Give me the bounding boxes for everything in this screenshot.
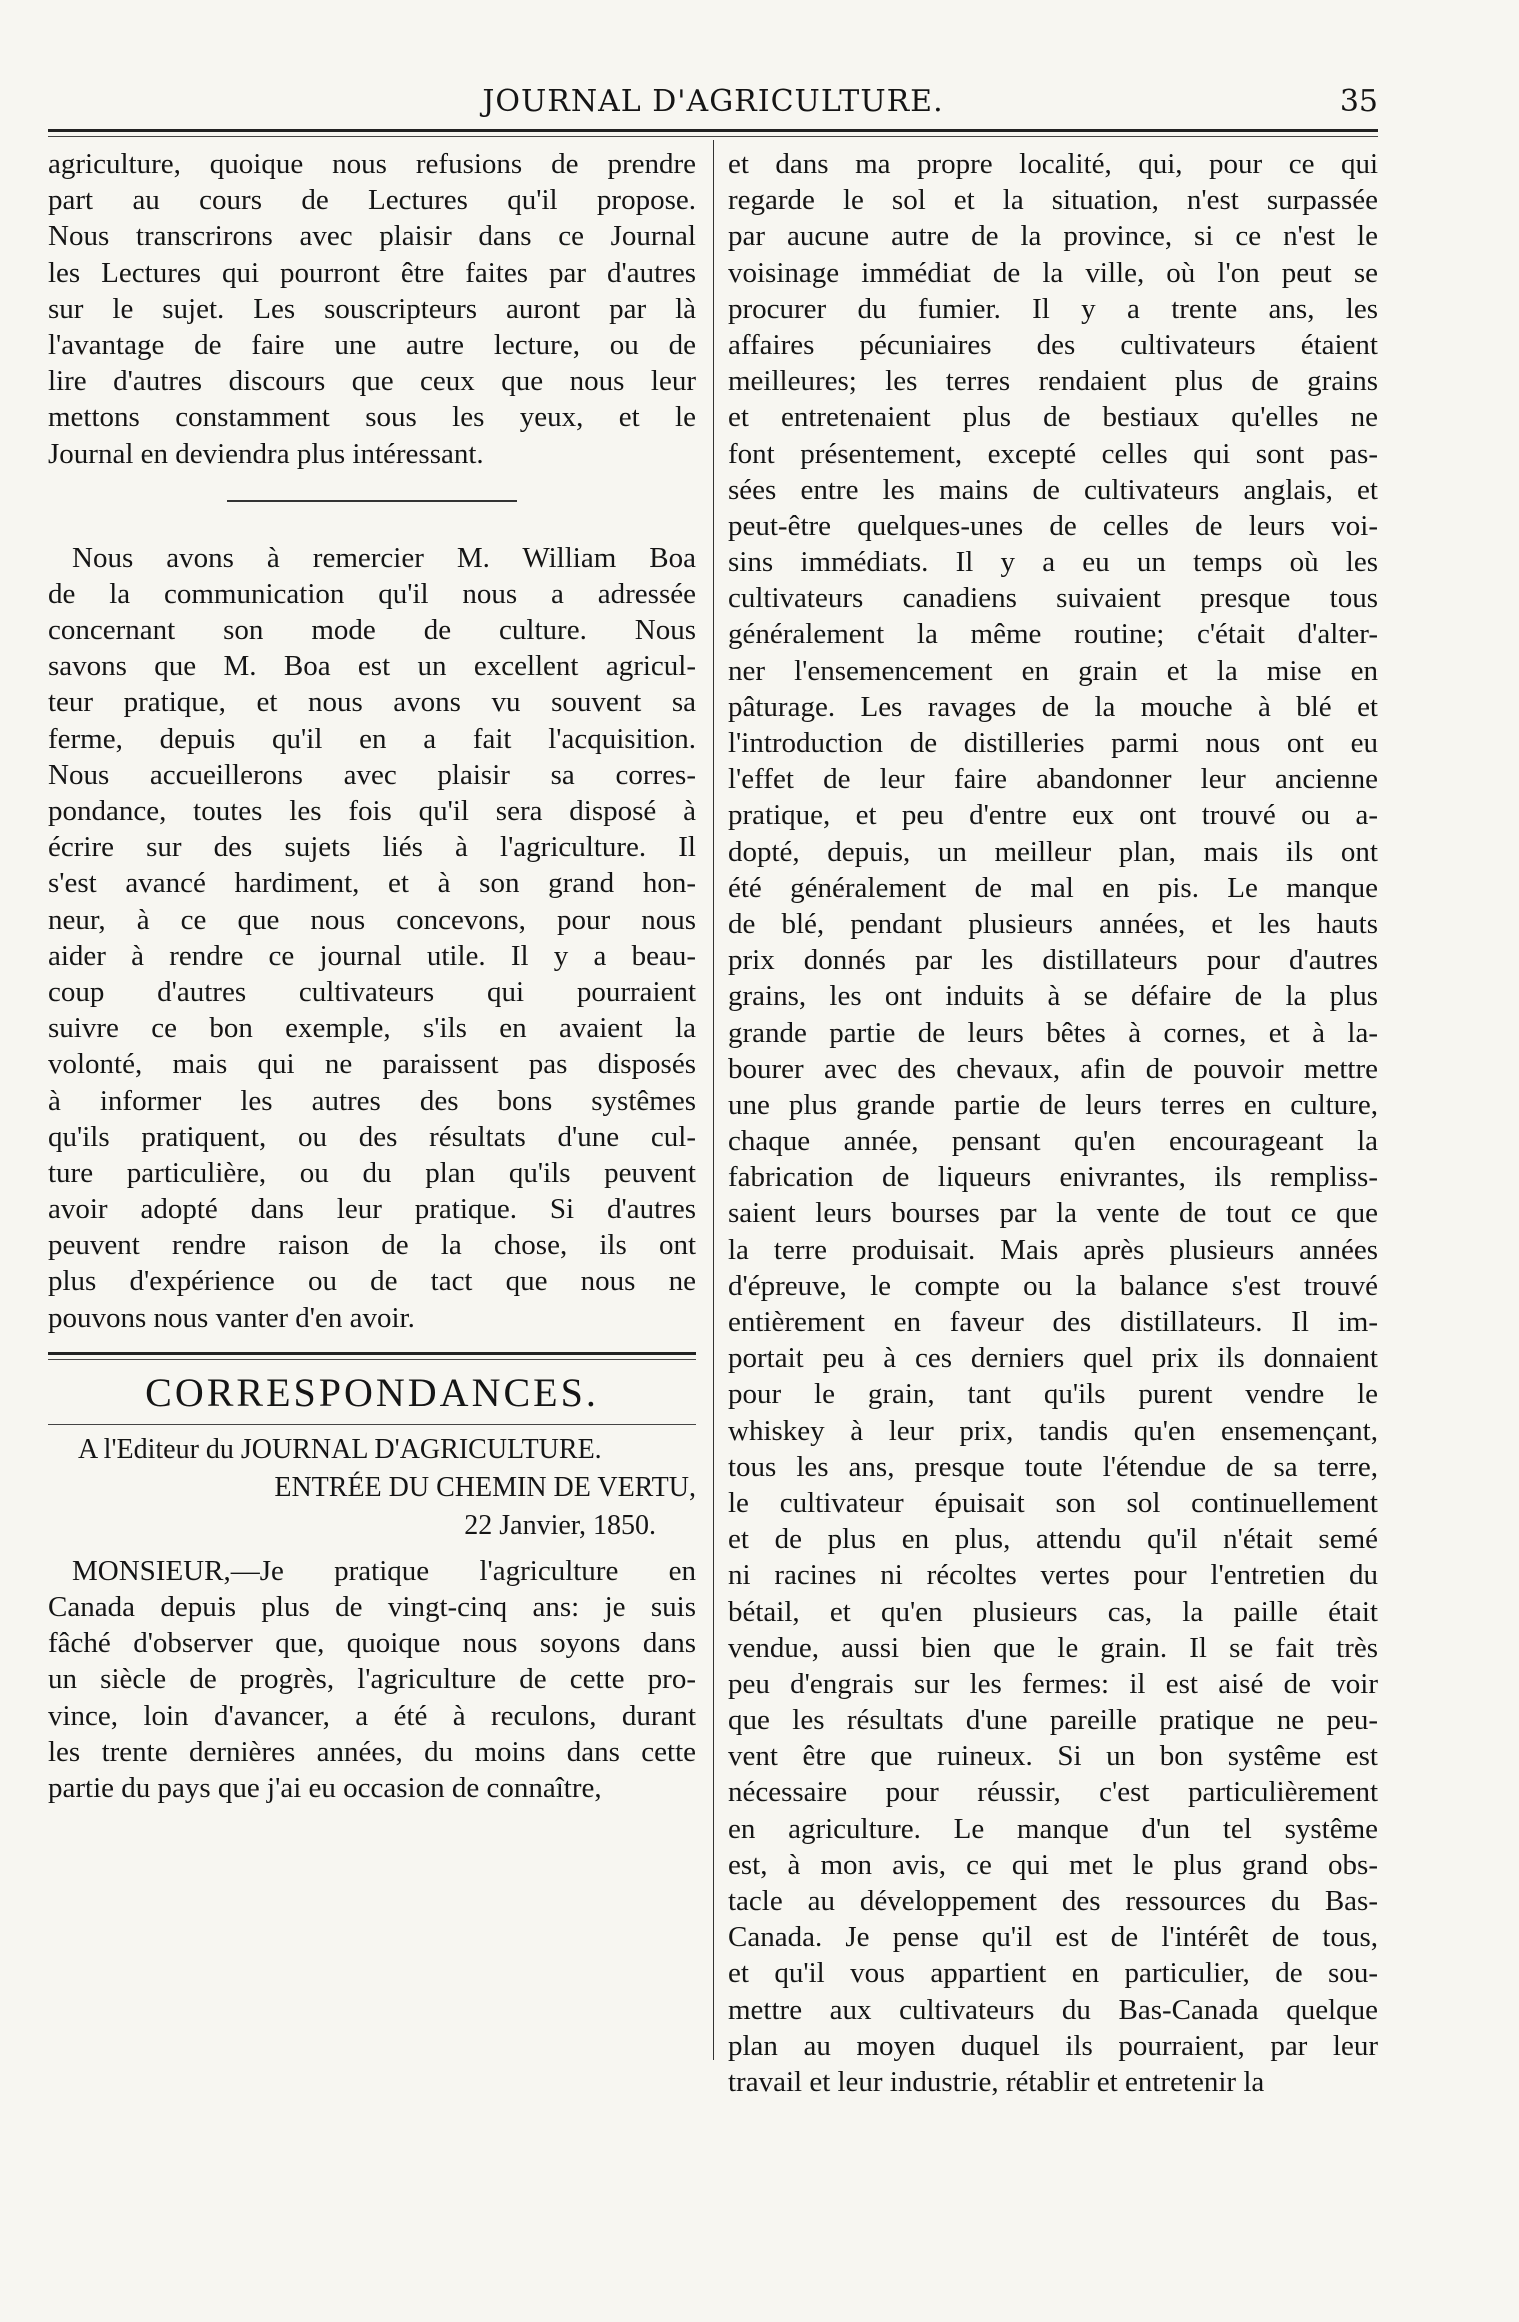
text-line: saient leurs bourses par la vente de tout ce que <box>728 1197 1378 1230</box>
text-line: dopté, depuis, un meilleur plan, mais ils ont <box>728 835 1378 868</box>
text-line: pratique, et peu d'entre eux ont trouvé ou a- <box>728 799 1378 832</box>
text-line: vince, loin d'avancer, a été à reculons, durant <box>48 1699 696 1732</box>
text-line: d'épreuve, le compte ou la balance s'est trouvé <box>728 1269 1378 1302</box>
text-line: grande partie de leurs bêtes à cornes, et à la- <box>728 1016 1378 1049</box>
text-line: savons que M. Boa est un excellent agricul- <box>48 650 696 683</box>
text-line: les Lectures qui pourront être faites par d'autres <box>48 256 696 289</box>
text-line: chaque année, pensant qu'en encourageant la <box>728 1125 1378 1158</box>
text-line: ner l'ensemencement en grain et la mise en <box>728 654 1378 687</box>
text-line: meilleures; les terres rendaient plus de grains <box>728 365 1378 398</box>
text-line: grains, les ont induits à se défaire de la plus <box>728 980 1378 1013</box>
text-line: de la communication qu'il nous a adressée <box>48 577 696 610</box>
text-line: est, à mon avis, ce qui met le plus grand obs- <box>728 1848 1378 1881</box>
text-line: prix donnés par les distillateurs pour d'autres <box>728 944 1378 977</box>
text-line: vent être que ruineux. Si un bon systême est <box>728 1740 1378 1773</box>
text-line: s'est avancé hardiment, et à son grand hon- <box>48 867 696 900</box>
text-line: écrire sur des sujets liés à l'agriculture. Il <box>48 831 696 864</box>
text-line: par aucune autre de la province, si ce n'est le <box>728 220 1378 253</box>
column-divider <box>713 140 714 2060</box>
text-line: concernant son mode de culture. Nous <box>48 614 696 647</box>
section-heading: CORRESPONDANCES. <box>145 1369 599 1415</box>
text-line: l'avantage de faire une autre lecture, ou de <box>48 328 696 361</box>
letter-body-start <box>48 1553 696 1806</box>
text-line: bourer avec des chevaux, afin de pouvoir mettre <box>728 1052 1378 1085</box>
text-line: Journal en deviendra plus intéressant. <box>48 437 484 470</box>
text-line: ferme, depuis qu'il en a fait l'acquisition. <box>48 722 696 755</box>
text-line: que les résultats d'une pareille pratique ne peu- <box>728 1704 1378 1737</box>
text-line: lire d'autres discours que ceux que nous leur <box>48 365 696 398</box>
text-line: regarde le sol et la situation, n'est surpassée <box>728 184 1378 217</box>
text-line: mettons constamment sous les yeux, et le <box>48 401 696 434</box>
header-rule <box>48 129 1378 132</box>
text-line: procurer du fumier. Il y a trente ans, les <box>728 292 1378 325</box>
text-line: sins immédiats. Il y a eu un temps où les <box>728 546 1378 579</box>
text-line: tacle au développement des ressources du Bas- <box>728 1885 1378 1917</box>
letter-place: ENTRÉE DU CHEMIN DE VERTU, <box>274 1471 696 1503</box>
letter-address: A l'Editeur du JOURNAL D'AGRICULTURE. <box>78 1433 602 1465</box>
text-line: une plus grande partie de leurs terres en culture, <box>728 1088 1378 1121</box>
text-line: affaires pécuniaires des cultivateurs étaient <box>728 328 1378 361</box>
text-line: en agriculture. Le manque d'un tel systême <box>728 1812 1378 1845</box>
text-line: l'introduction de distilleries parmi nous ont eu <box>728 727 1378 759</box>
text-line: tous les ans, presque toute l'étendue de sa terre, <box>728 1450 1378 1483</box>
text-line: partie du pays que j'ai eu occasion de connaître, <box>48 1771 602 1804</box>
text-line: font présentement, excepté celles qui sont pas- <box>728 437 1378 470</box>
text-line: cultivateurs canadiens suivaient presque tous <box>728 582 1378 615</box>
journal-title: JOURNAL D'AGRICULTURE. <box>482 84 944 119</box>
editorial-paragraph-1 <box>48 146 696 472</box>
text-line: peut-être quelques-unes de celles de leurs voi- <box>728 509 1378 542</box>
short-separator-rule <box>227 500 517 502</box>
text-line: entièrement en faveur des distillateurs. Il im- <box>728 1306 1378 1338</box>
text-line: teur pratique, et nous avons vu souvent sa <box>48 686 696 719</box>
text-line: travail et leur industrie, rétablir et entretenir la <box>728 2065 1265 2098</box>
text-line: Canada depuis plus de vingt-cinq ans: je suis <box>48 1591 696 1623</box>
text-line: la terre produisait. Mais après plusieurs années <box>728 1233 1378 1266</box>
letter-body-continued <box>728 146 1378 2100</box>
text-line: nécessaire pour réussir, c'est particulièrement <box>728 1776 1378 1809</box>
page-number: 35 <box>1339 84 1378 119</box>
text-line: les trente dernières années, du moins dans cette <box>48 1735 696 1768</box>
header-rule-thin <box>48 136 1378 137</box>
text-line: et qu'il vous appartient en particulier, de sou- <box>728 1957 1378 1990</box>
text-line: sur le sujet. Les souscripteurs auront par là <box>48 292 696 325</box>
text-line: ni racines ni récoltes vertes pour l'entretien du <box>728 1559 1378 1592</box>
text-line: et de plus en plus, attendu qu'il n'était semé <box>728 1523 1378 1556</box>
text-line: pouvons nous vanter d'en avoir. <box>48 1301 415 1334</box>
text-line: le cultivateur épuisait son sol continuellement <box>728 1486 1378 1519</box>
text-line: coup d'autres cultivateurs qui pourraient <box>48 975 696 1008</box>
text-line: voisinage immédiat de la ville, où l'on peut se <box>728 256 1378 289</box>
text-line: mettre aux cultivateurs du Bas-Canada quelque <box>728 1993 1378 2026</box>
text-line: MONSIEUR,—Je pratique l'agriculture en <box>72 1554 696 1587</box>
page-header <box>48 84 1378 128</box>
letter-date: 22 Janvier, 1850. <box>464 1509 656 1541</box>
section-rule-thick <box>48 1352 696 1355</box>
text-line: ture particulière, ou du plan qu'ils peuvent <box>48 1156 696 1189</box>
text-line: bétail, et qu'en plusieurs cas, la paille était <box>728 1595 1378 1628</box>
text-line: whiskey à leur prix, tandis qu'en ensemençant, <box>728 1414 1378 1447</box>
editorial-paragraph-2 <box>48 540 696 1336</box>
text-line: pour le grain, tant qu'ils purent vendre le <box>728 1378 1378 1411</box>
text-line: et entretenaient plus de bestiaux qu'elles ne <box>728 401 1378 434</box>
text-line: pondance, toutes les fois qu'il sera disposé à <box>48 795 696 827</box>
text-line: part au cours de Lectures qu'il propose. <box>48 184 696 217</box>
text-line: portait peu à ces derniers quel prix ils donnaient <box>728 1342 1378 1375</box>
text-line: plus d'expérience ou de tact que nous ne <box>48 1265 696 1298</box>
section-heading-underline <box>48 1424 696 1425</box>
text-line: suivre ce bon exemple, s'ils en avaient la <box>48 1012 696 1045</box>
text-line: fabrication de liqueurs enivrantes, ils rempliss- <box>728 1161 1378 1194</box>
text-line: de blé, pendant plusieurs années, et les hauts <box>728 907 1378 940</box>
left-column <box>48 146 696 1806</box>
text-line: peu d'engrais sur les fermes: il est aisé de voir <box>728 1667 1378 1700</box>
text-line: à informer les autres des bons systêmes <box>48 1084 696 1117</box>
section-rule-thin <box>48 1359 696 1360</box>
text-line: pâturage. Les ravages de la mouche à blé et <box>728 690 1378 723</box>
text-line: fâché d'observer que, quoique nous soyons dans <box>48 1627 696 1660</box>
text-line: agriculture, quoique nous refusions de prendre <box>48 148 696 180</box>
text-line: Nous avons à remercier M. William Boa <box>72 541 696 574</box>
text-line: généralement la même routine; c'était d'alter- <box>728 618 1378 651</box>
text-line: aider à rendre ce journal utile. Il y a beau- <box>48 939 696 972</box>
text-line: un siècle de progrès, l'agriculture de cette pro- <box>48 1663 696 1696</box>
text-line: qu'ils pratiquent, ou des résultats d'une cul- <box>48 1120 696 1153</box>
text-line: plan au moyen duquel ils pourraient, par leur <box>728 2029 1378 2062</box>
text-line: Canada. Je pense qu'il est de l'intérêt de tous, <box>728 1921 1378 1954</box>
text-line: sées entre les mains de cultivateurs anglais, et <box>728 473 1378 506</box>
text-line: vendue, aussi bien que le grain. Il se fait très <box>728 1631 1378 1664</box>
text-line: Nous transcrirons avec plaisir dans ce Journal <box>48 220 696 253</box>
text-line: été généralement de mal en pis. Le manque <box>728 871 1378 904</box>
text-line: peuvent rendre raison de la chose, ils ont <box>48 1229 696 1262</box>
right-column <box>728 146 1378 2100</box>
text-line: volonté, mais qui ne paraissent pas disposés <box>48 1048 696 1081</box>
text-line: Nous accueillerons avec plaisir sa corres- <box>48 758 696 791</box>
text-line: avoir adopté dans leur pratique. Si d'autres <box>48 1193 696 1226</box>
text-line: l'effet de leur faire abandonner leur ancienne <box>728 763 1378 796</box>
text-line: et dans ma propre localité, qui, pour ce qui <box>728 148 1378 180</box>
text-line: neur, à ce que nous concevons, pour nous <box>48 903 696 936</box>
